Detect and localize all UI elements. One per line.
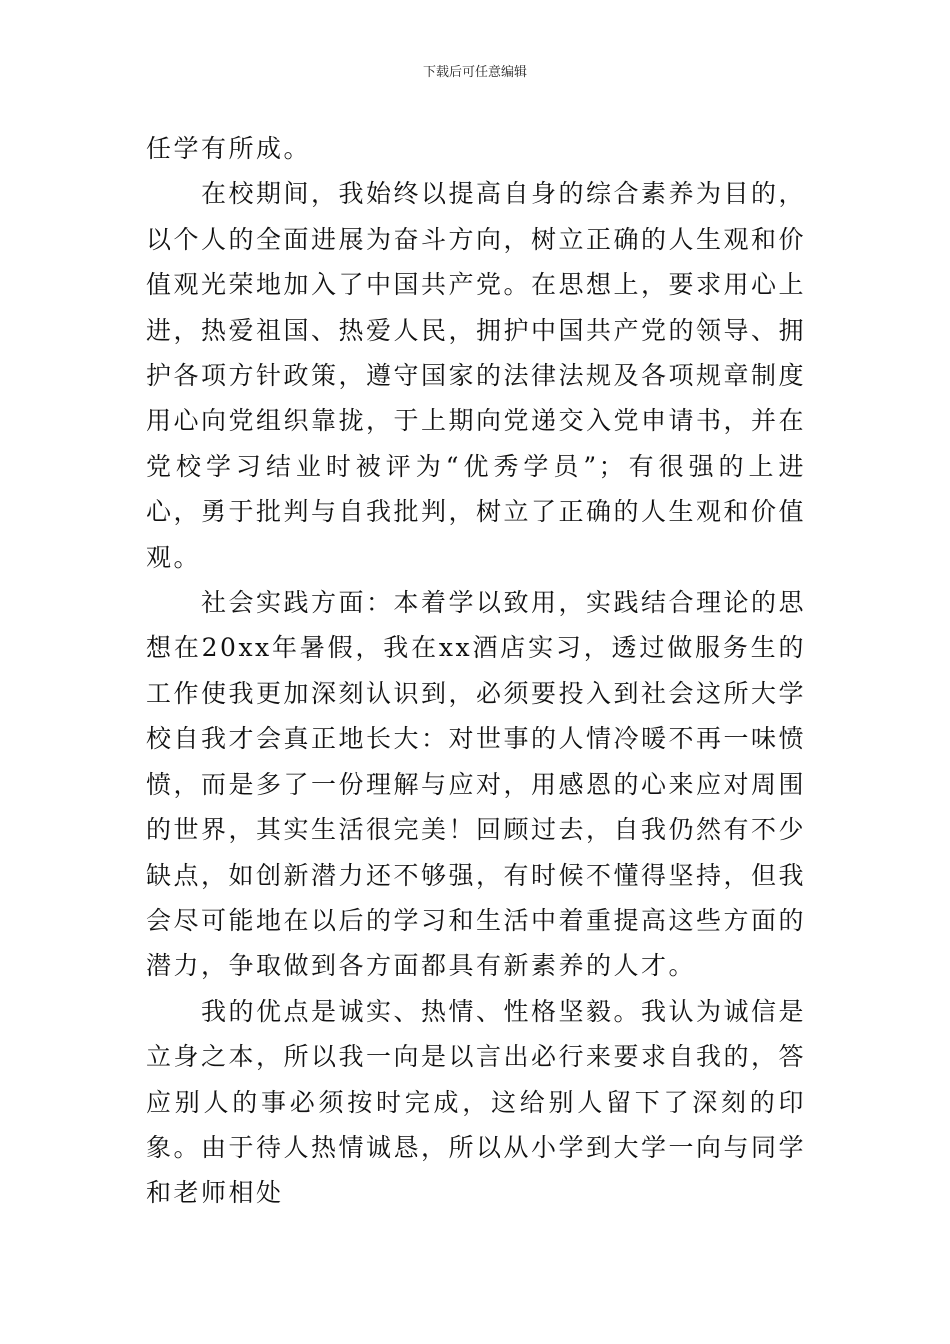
paragraph-2: 在校期间，我始终以提高自身的综合素养为目的，以个人的全面进展为奋斗方向，树立正确的人生观和价值观光荣地加入了中国共产党。在思想上，要求用心上进，热爱祖国、热爱人民，拥护中国共产党的领导、拥护各项方针政策，遵守国家的法律法规及各项规章制度用心向党组织靠拢，于上期向党递交入党申请书，并在党校学习结业时被评为“优秀学员”；有很强的上进心，勇于批判与自我批判，树立了正确的人生观和价值观。 [146, 179, 807, 572]
paragraph-3: 社会实践方面：本着学以致用，实践结合理论的思想在20xx年暑假，我在xx酒店实习，透过做服务生的工作使我更加深刻认识到，必须要投入到社会这所大学校自我才会真正地长大：对世事的人情冷暖不再一味愤愤，而是多了一份理解与应对，用感恩的心来应对周围的世界，其实生活很完美！回顾过去，自我仍然有不少缺点，如创新潜力还不够强，有时候不懂得坚持，但我会尽可能地在以后的学习和生活中着重提高这些方面的潜力，争取做到各方面都具有新素养的人才。 [146, 588, 807, 981]
document-body [146, 126, 806, 1216]
page-header: 下载后可任意编辑 [422, 65, 527, 80]
paragraph-1: 任学有所成。 [146, 134, 312, 163]
paragraph-4: 我的优点是诚实、热情、性格坚毅。我认为诚信是立身之本，所以我一向是以言出必行来要求自我的，答应别人的事必须按时完成，这给别人留下了深刻的印象。由于待人热情诚恳，所以从小学到大学一向与同学和老师相处 [146, 996, 807, 1208]
